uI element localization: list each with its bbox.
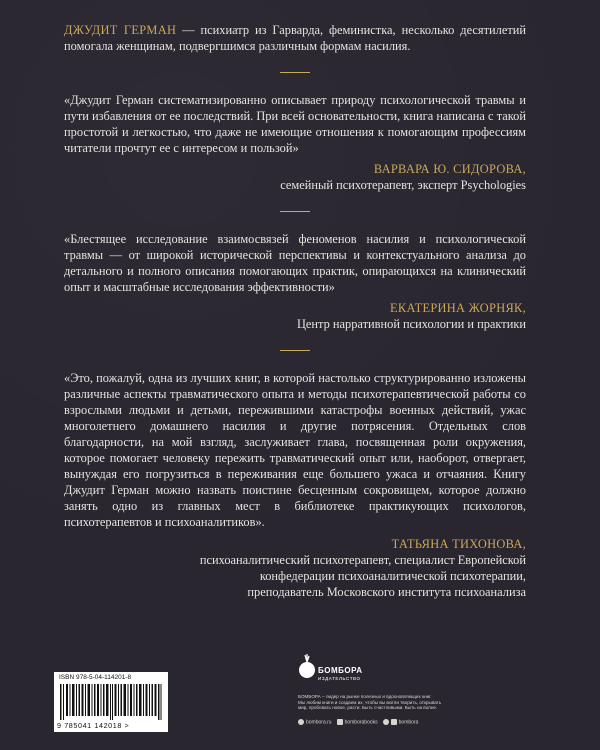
divider — [280, 72, 310, 73]
review-2 — [64, 231, 526, 332]
review-quote: «Джудит Герман систематизированно описывает природу психологической травмы и пути избавления от ее последствий. При всей основательности, книга написана с такой простотой и легкостью, что даже не имеющие отношения к помогающим профессиям читатели прочтут ее с интересом и пользой» — [64, 93, 526, 155]
review-author: ЕКАТЕРИНА ЖОРНЯК, — [390, 301, 526, 315]
review-role: семейный психотерапевт, эксперт Psychologies — [280, 178, 526, 192]
social-icon — [337, 719, 343, 725]
review-role: Центр нарративной психологии и практики — [296, 317, 526, 331]
divider — [280, 350, 310, 351]
bombora-logo-icon — [298, 652, 316, 682]
review-role: преподаватель Московского института психоанализа — [247, 585, 526, 599]
cover-text — [64, 22, 526, 600]
review-author: ТАТЬЯНА ТИХОНОВА, — [391, 537, 526, 551]
barcode-digits: 9 785041 142018 > — [57, 721, 130, 730]
video-icon — [391, 719, 397, 725]
logo-name: БОМБОРА — [318, 666, 363, 675]
divider — [280, 211, 310, 212]
messenger-label: bombora — [398, 719, 419, 726]
review-1 — [64, 92, 526, 193]
site-link[interactable] — [298, 719, 332, 725]
author-intro — [64, 22, 526, 54]
site-label: bombora.ru — [306, 719, 332, 726]
logo-subtitle: ИЗДАТЕЛЬСТВО — [318, 676, 361, 681]
publisher-info — [298, 694, 548, 711]
publisher-line: Мы любим книги и создаем их, чтобы вы могли творить, открывать — [298, 699, 442, 705]
review-role: конфедерации психоаналитической психотерапии, — [259, 569, 526, 583]
isbn-number: ISBN 978-5-04-114201-8 — [59, 674, 132, 681]
messenger-icon — [383, 719, 389, 725]
publisher-line: мир, пробовать новое, расти. Быть счастливыми. Быть на волне. — [298, 705, 438, 711]
author-intro-text: — психиатр из Гарварда, феминистка, несколько десятилетий помогала женщинам, подвергшимся различным формам насилия. — [64, 23, 527, 53]
author-intro-name: ДЖУДИТ ГЕРМАН — [64, 23, 177, 37]
social-label: bomborabooks — [344, 719, 378, 726]
review-role: психоаналитический психотерапевт, специалист Европейской — [199, 553, 526, 567]
messenger-link[interactable] — [383, 719, 419, 725]
social-links — [298, 719, 548, 725]
social-link[interactable] — [337, 719, 378, 725]
publisher-line: БОМБОРА – лидер на рынке полезных и вдохновляющих книг. — [298, 694, 432, 699]
review-quote: «Это, пожалуй, одна из лучших книг, в которой настолько структурированно изложены различные аспекты травматического опыта и методы психотерапевтической работы со взрослыми людьми и детьми, пережившими катастрофы военных действий, ужас многолетнего домашнего насилия и другие потрясения. Отдельных слов благодарности, на мой взгляд, заслуживает глава, посвященная роли окружения, которое помогает человеку пережить травматический опыт или, наоборот, отвергает, вынуждая его погрузиться в переживания еще большего ужаса и отчаяния. Книгу Джудит Герман можно назвать поистине бесценным сокровищем, которое должно занять одно из главных мест в библиотеке практикующих психологов, психотерапевтов и психоаналитиков». — [64, 371, 526, 529]
barcode-icon — [60, 684, 162, 720]
globe-icon — [298, 719, 304, 725]
review-author: ВАРВАРА Ю. СИДОРОВА, — [373, 162, 526, 176]
isbn-barcode — [54, 672, 168, 732]
review-quote: «Блестящее исследование взаимосвязей феноменов насилия и психологической травмы — от широкой исторической перспективы и контекстуального анализа до детального и полного описания помогающих практик, опирающихся на клинический опыт и масштабные исследования эффективности» — [64, 232, 526, 294]
review-3 — [64, 370, 526, 600]
